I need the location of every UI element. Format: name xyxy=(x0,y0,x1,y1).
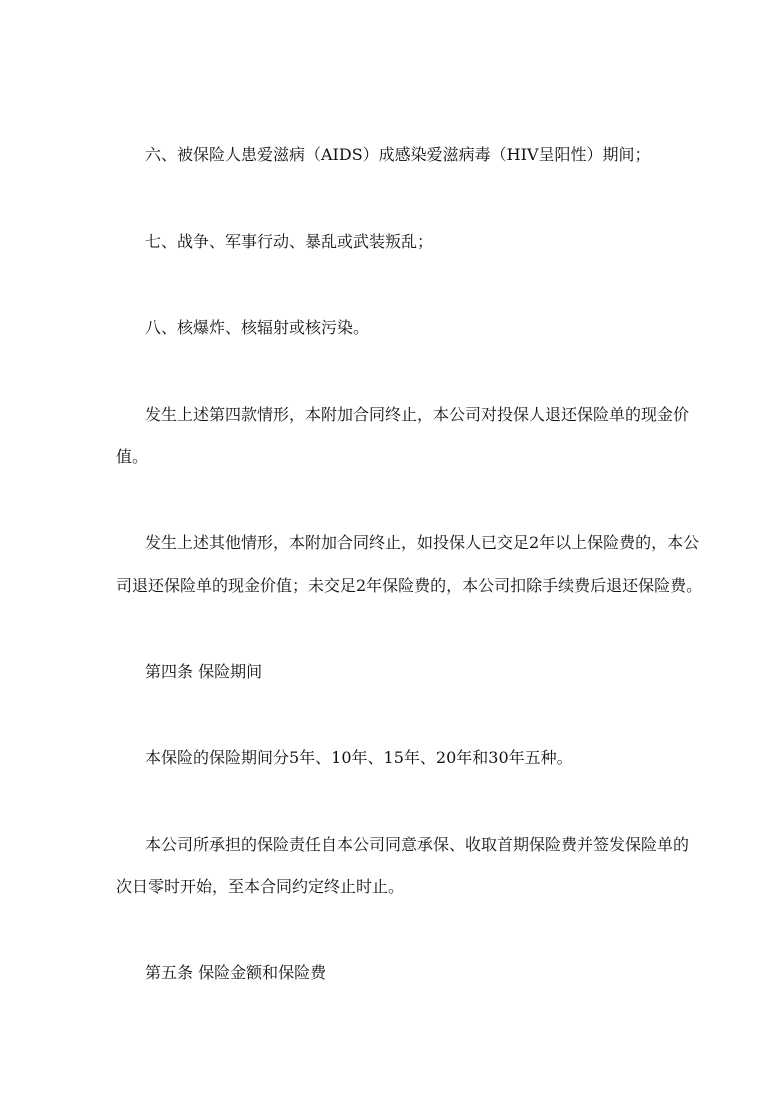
paragraph-line: 发生上述其他情形，本附加合同终止，如投保人已交足2年以上保险费的，本公 xyxy=(145,533,700,552)
paragraph-line: 本保险的保险期间分5年、10年、15年、20年和30年五种。 xyxy=(145,748,573,767)
paragraph-line: 本公司所承担的保险责任自本公司同意承保、收取首期保险费并签发保险单的 xyxy=(145,835,690,854)
exclusion-item-6: 六、被保险人患爱滋病（AIDS）成感染爱滋病毒（HIV呈阳性）期间； xyxy=(145,145,651,164)
article-heading: 第五条 保险金额和保险费 xyxy=(145,963,327,982)
paragraph-line: 司退还保险单的现金价值；未交足2年保险费的，本公司扣除手续费后退还保险费。 xyxy=(116,576,703,595)
paragraph-line: 次日零时开始，至本合同约定终止时止。 xyxy=(116,877,405,896)
paragraph-line: 值。 xyxy=(116,447,149,466)
paragraph-line: 发生上述第四款情形，本附加合同终止，本公司对投保人退还保险单的现金价 xyxy=(145,405,690,424)
article-heading: 第四条 保险期间 xyxy=(145,662,263,681)
exclusion-item-8: 八、核爆炸、核辐射或核污染。 xyxy=(145,318,370,337)
exclusion-item-7: 七、战争、军事行动、暴乱或武装叛乱； xyxy=(145,232,434,251)
